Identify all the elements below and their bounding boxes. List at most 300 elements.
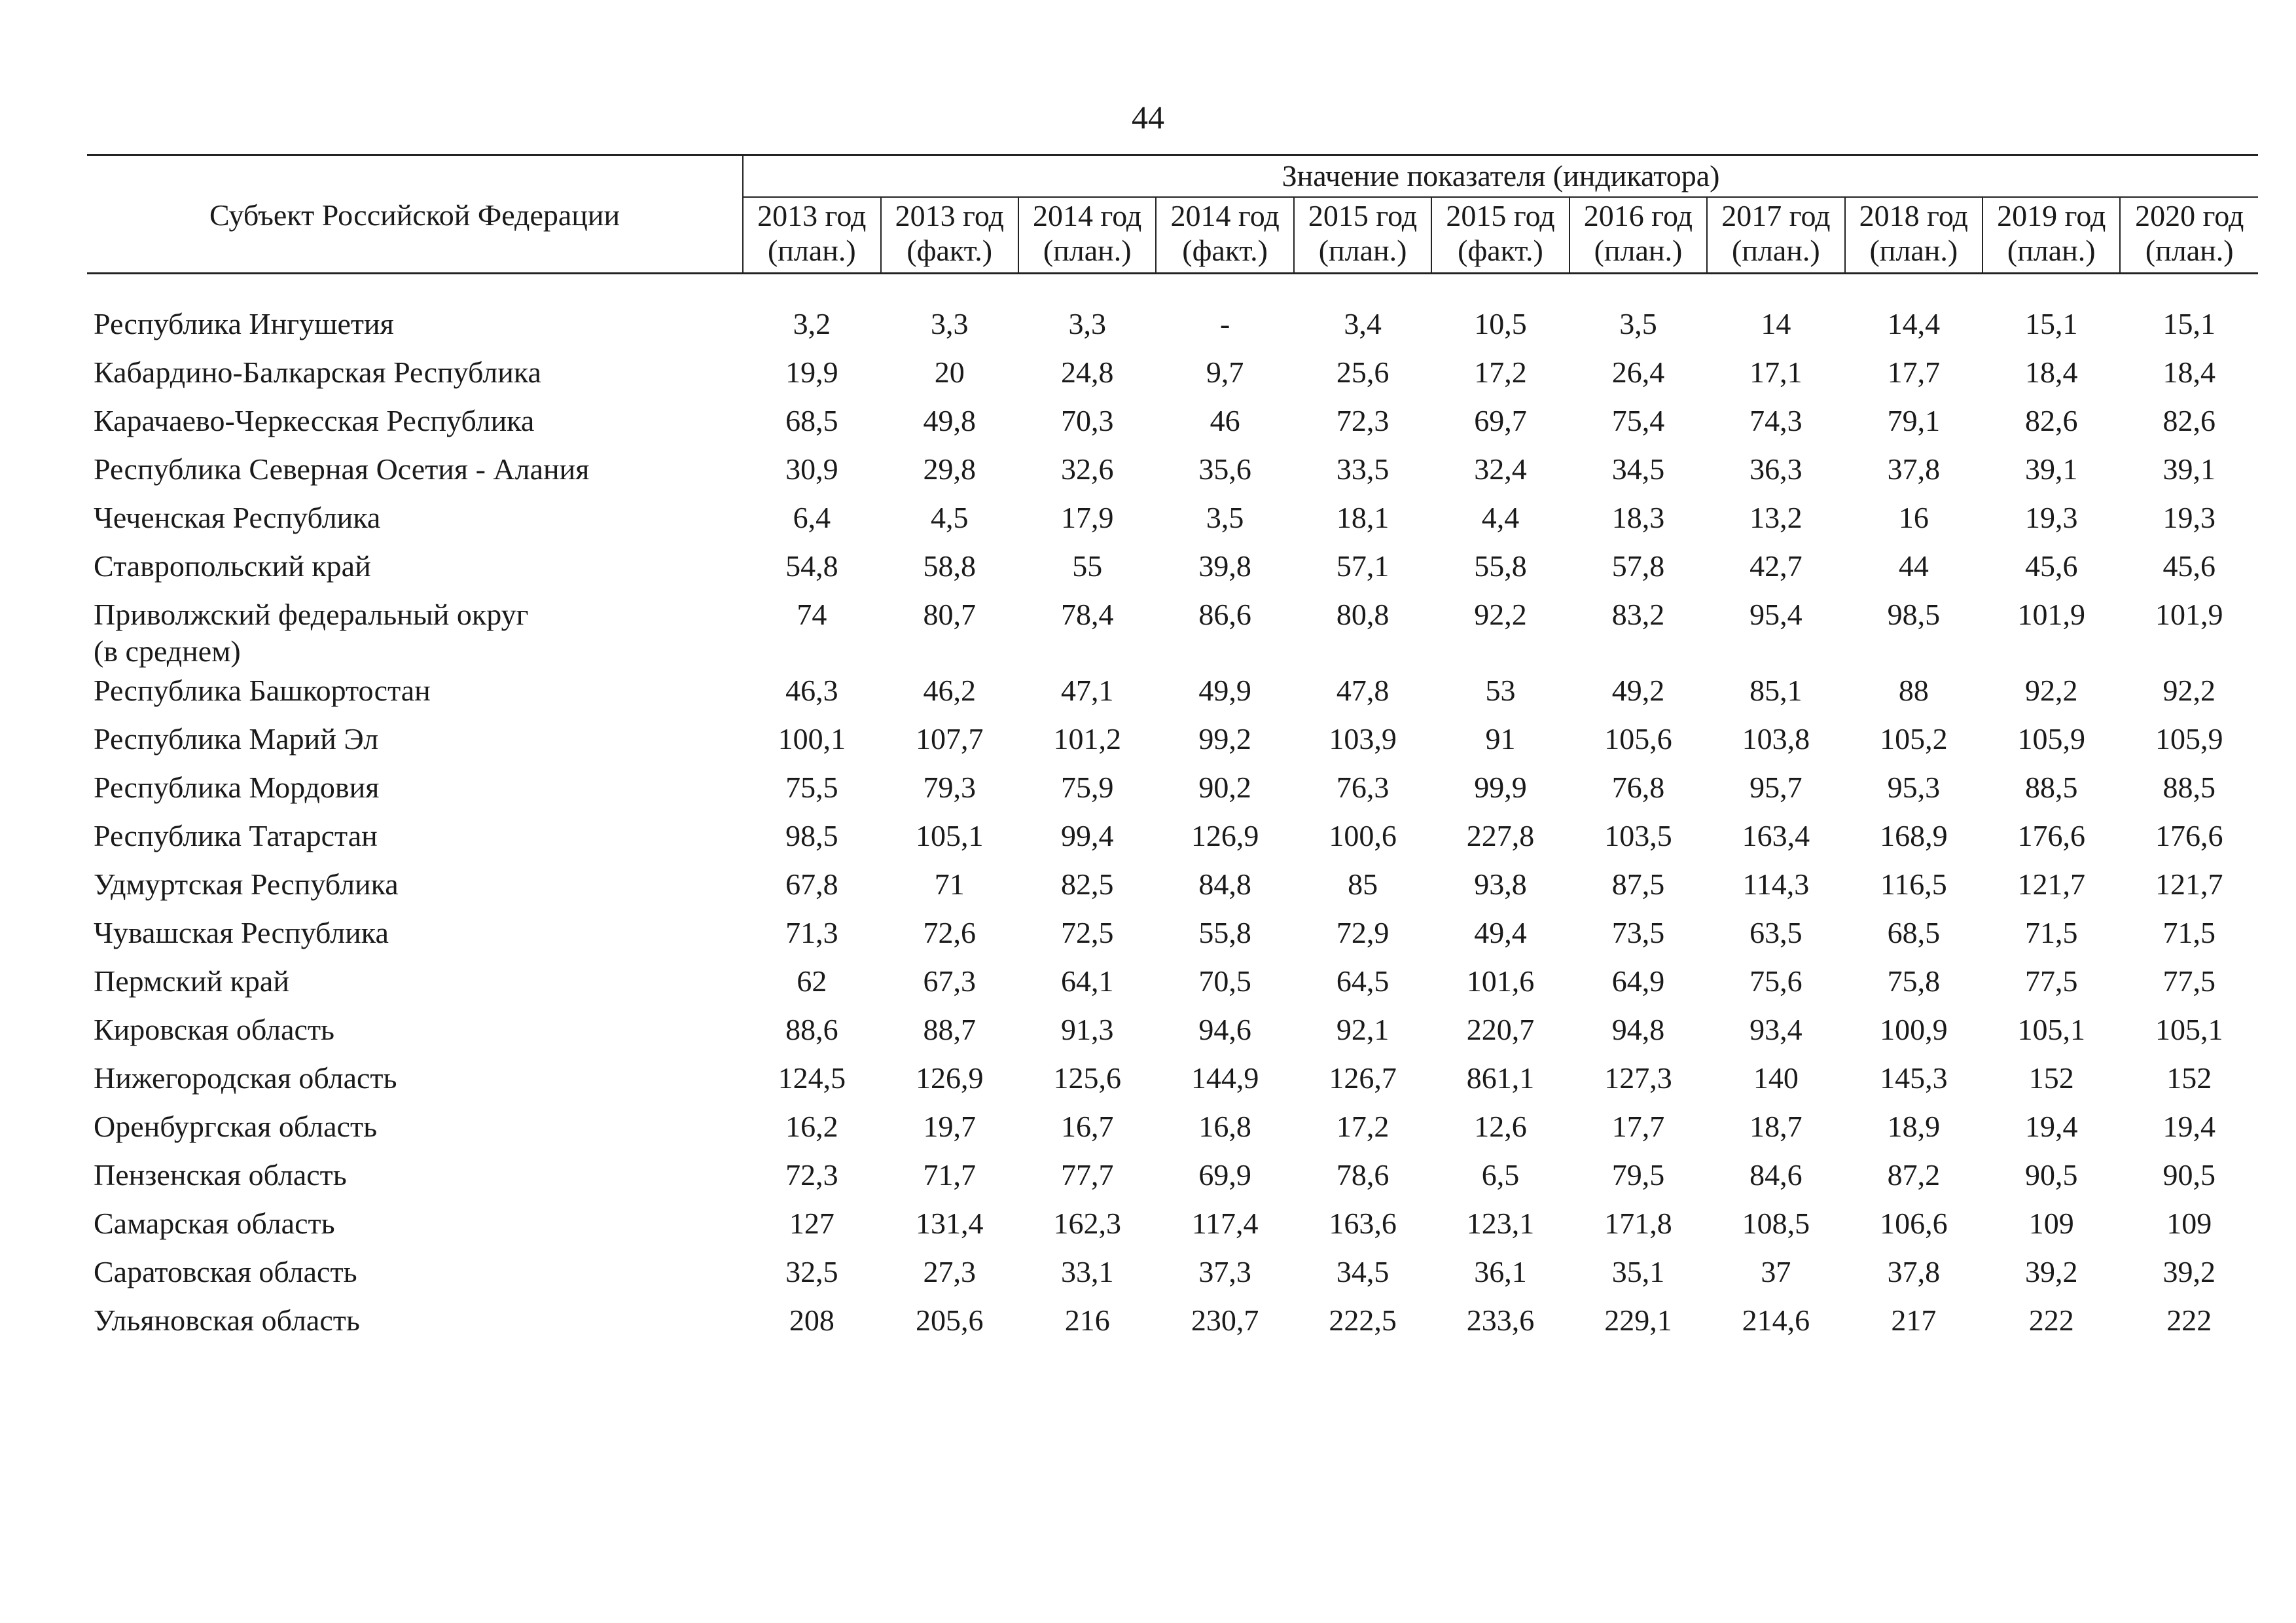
year-column-header	[1570, 197, 1707, 273]
value-cell: 176,6	[2155, 818, 2223, 852]
value-cell: 92,2	[1474, 597, 1527, 631]
value-cell: 222	[2166, 1303, 2212, 1337]
value-cell: 131,4	[916, 1206, 984, 1240]
subject-name-cell	[87, 1108, 743, 1157]
column-year-label: 2016 год	[1583, 199, 1693, 232]
value-cell: 3,2	[793, 306, 831, 340]
value-cell: 95,4	[1749, 597, 1803, 631]
value-cell: 57,8	[1611, 549, 1665, 583]
value-cell: 17,7	[1887, 355, 1941, 389]
value-cell: 76,8	[1611, 770, 1665, 804]
value-cell: 16,2	[785, 1109, 838, 1143]
value-cell: 152	[2028, 1061, 2074, 1095]
value-cell: 171,8	[1604, 1206, 1672, 1240]
year-column-header	[881, 197, 1018, 273]
value-cell: 222	[2028, 1303, 2074, 1337]
value-cell: 85	[1348, 867, 1378, 901]
value-cell: 72,3	[1336, 403, 1390, 437]
column-kind-label: (факт.)	[1182, 233, 1268, 267]
column-year-label: 2014 год	[1170, 199, 1280, 232]
value-cell: 29,8	[923, 452, 976, 486]
subject-name: Чеченская Республика	[94, 500, 381, 534]
value-cell: 45,6	[2025, 549, 2078, 583]
value-cell: 34,5	[1336, 1254, 1390, 1288]
subject-name-cell	[87, 1012, 743, 1060]
value-cell: 144,9	[1191, 1061, 1259, 1095]
value-cell: 67,3	[923, 964, 976, 998]
table-row	[87, 769, 2258, 818]
spacer-row	[87, 273, 2258, 306]
value-cell: 70,3	[1060, 403, 1114, 437]
value-cell: 69,7	[1474, 403, 1527, 437]
subject-name: Пермский край	[94, 964, 289, 998]
subject-name: Удмуртская Республика	[94, 867, 399, 901]
value-cell: 27,3	[923, 1254, 976, 1288]
value-cell: 114,3	[1742, 867, 1810, 901]
column-kind-label: (план.)	[2007, 233, 2096, 267]
value-cell: 18,1	[1336, 500, 1390, 534]
value-cell: 18,7	[1749, 1109, 1803, 1143]
value-cell: 105,1	[2017, 1012, 2085, 1046]
value-cell: 71,5	[2025, 915, 2078, 949]
value-cell: 88,7	[923, 1012, 976, 1046]
value-cell: 85,1	[1749, 673, 1803, 707]
subject-name: Республика Татарстан	[94, 818, 378, 852]
value-cell: 82,6	[2025, 403, 2078, 437]
value-cell: 101,9	[2155, 597, 2223, 631]
value-cell: 17,9	[1060, 500, 1114, 534]
column-kind-label: (план.)	[1594, 233, 1683, 267]
value-cell: 26,4	[1611, 355, 1665, 389]
column-year-label: 2014 год	[1033, 199, 1142, 232]
subject-name-cell	[87, 1254, 743, 1302]
value-cell: 18,4	[2025, 355, 2078, 389]
indicator-table-container	[87, 154, 2258, 1351]
value-cell: 15,1	[2025, 306, 2078, 340]
subject-name-cell	[87, 963, 743, 1012]
subject-name-cell	[87, 721, 743, 769]
value-cell: 71	[934, 867, 965, 901]
value-cell: 78,6	[1336, 1158, 1390, 1192]
value-cell: 14	[1761, 306, 1791, 340]
value-cell: 62	[797, 964, 827, 998]
value-cell: 72,6	[923, 915, 976, 949]
year-column-header	[1018, 197, 1156, 273]
year-column-header	[1431, 197, 1569, 273]
value-cell: 79,3	[923, 770, 976, 804]
value-cell: 82,5	[1060, 867, 1114, 901]
subject-name: Кировская область	[94, 1012, 335, 1046]
value-cell: 233,6	[1466, 1303, 1535, 1337]
value-cell: 75,8	[1887, 964, 1941, 998]
value-cell: 121,7	[2155, 867, 2223, 901]
value-cell: 90,2	[1198, 770, 1251, 804]
value-cell: 109	[2166, 1206, 2212, 1240]
value-cell: 37	[1761, 1254, 1791, 1288]
table-row	[87, 1012, 2258, 1060]
value-cell: 19,4	[2162, 1109, 2215, 1143]
table-row	[87, 963, 2258, 1012]
value-cell: 49,2	[1611, 673, 1665, 707]
value-cell: 93,4	[1749, 1012, 1803, 1046]
value-cell: 121,7	[2017, 867, 2085, 901]
subject-name-cell	[87, 818, 743, 866]
value-cell: 63,5	[1749, 915, 1803, 949]
value-cell: 95,3	[1887, 770, 1941, 804]
value-cell: 92,2	[2162, 673, 2215, 707]
value-cell: 55,8	[1198, 915, 1251, 949]
value-cell: 17,2	[1474, 355, 1527, 389]
year-column-header	[1982, 197, 2120, 273]
value-cell: 103,5	[1604, 818, 1672, 852]
value-cell: 64,5	[1336, 964, 1390, 998]
value-cell: 36,1	[1474, 1254, 1527, 1288]
column-year-label: 2015 год	[1308, 199, 1418, 232]
subject-column-header: Субъект Российской Федерации	[87, 155, 743, 274]
value-cell: 123,1	[1466, 1206, 1535, 1240]
value-cell: 103,9	[1329, 721, 1397, 756]
value-cell: 84,8	[1198, 867, 1251, 901]
value-cell: 19,3	[2162, 500, 2215, 534]
value-cell: 74	[797, 597, 827, 631]
value-cell: 73,5	[1611, 915, 1665, 949]
value-cell: 14,4	[1887, 306, 1941, 340]
column-year-label: 2019 год	[1997, 199, 2106, 232]
indicator-table	[87, 154, 2258, 1351]
value-cell: 75,9	[1060, 770, 1114, 804]
value-cell: 53	[1485, 673, 1516, 707]
value-cell: 49,4	[1474, 915, 1527, 949]
subject-name-continuation: (в среднем)	[94, 634, 241, 668]
table-row	[87, 306, 2258, 354]
subject-name: Республика Ингушетия	[94, 306, 394, 340]
value-cell: 107,7	[916, 721, 984, 756]
value-cell: 9,7	[1206, 355, 1244, 389]
value-cell: 80,7	[923, 597, 976, 631]
value-cell: 77,5	[2025, 964, 2078, 998]
value-cell: 3,3	[1068, 306, 1106, 340]
value-cell: 176,6	[2017, 818, 2085, 852]
column-kind-label: (план.)	[1043, 233, 1132, 267]
subject-name: Ульяновская область	[94, 1303, 360, 1337]
value-cell: 78,4	[1060, 597, 1114, 631]
value-cell: 32,5	[785, 1254, 838, 1288]
value-cell: 3,4	[1344, 306, 1382, 340]
value-cell: 125,6	[1053, 1061, 1121, 1095]
year-column-header	[2120, 197, 2258, 273]
table-row	[87, 1108, 2258, 1157]
subject-name: Кабардино-Балкарская Республика	[94, 355, 541, 389]
value-cell: 88	[1898, 673, 1929, 707]
value-cell: 105,9	[2155, 721, 2223, 756]
subject-name-cell	[87, 354, 743, 403]
subject-name-cell	[87, 1302, 743, 1351]
value-cell: 208	[789, 1303, 834, 1337]
value-cell: 105,1	[916, 818, 984, 852]
value-cell: 19,7	[923, 1109, 976, 1143]
value-cell: 83,2	[1611, 597, 1665, 631]
column-kind-label: (план.)	[767, 233, 856, 267]
value-cell: 12,6	[1474, 1109, 1527, 1143]
column-kind-label: (план.)	[1869, 233, 1958, 267]
value-cell: 126,7	[1329, 1061, 1397, 1095]
value-cell: 75,6	[1749, 964, 1803, 998]
table-row	[87, 403, 2258, 451]
column-kind-label: (план.)	[1318, 233, 1407, 267]
value-cell: 39,1	[2162, 452, 2215, 486]
value-cell: 17,1	[1749, 355, 1803, 389]
value-cell: 105,9	[2017, 721, 2085, 756]
value-cell: 152	[2166, 1061, 2212, 1095]
value-cell: 76,3	[1336, 770, 1390, 804]
value-cell: 16,8	[1198, 1109, 1251, 1143]
value-cell: 88,6	[785, 1012, 838, 1046]
value-cell: 99,9	[1474, 770, 1527, 804]
subject-name: Оренбургская область	[94, 1109, 378, 1143]
value-cell: 71,7	[923, 1158, 976, 1192]
value-cell: 163,4	[1742, 818, 1810, 852]
value-cell: 79,5	[1611, 1158, 1665, 1192]
value-cell: 36,3	[1749, 452, 1803, 486]
table-row	[87, 1060, 2258, 1108]
table-row	[87, 354, 2258, 403]
value-cell: 126,9	[916, 1061, 984, 1095]
subject-name: Республика Северная Осетия - Алания	[94, 452, 590, 486]
value-cell: 24,8	[1060, 355, 1114, 389]
value-cell: 109	[2028, 1206, 2074, 1240]
value-cell: 25,6	[1336, 355, 1390, 389]
value-cell: 100,6	[1329, 818, 1397, 852]
table-row	[87, 1205, 2258, 1254]
value-cell: 127,3	[1604, 1061, 1672, 1095]
year-column-header	[1707, 197, 1844, 273]
value-cell: 16,7	[1060, 1109, 1114, 1143]
value-cell: 3,5	[1619, 306, 1657, 340]
value-cell: 74,3	[1749, 403, 1803, 437]
value-cell: 3,3	[931, 306, 969, 340]
value-cell: 32,4	[1474, 452, 1527, 486]
value-cell: 16	[1898, 500, 1929, 534]
column-kind-label: (план.)	[1732, 233, 1820, 267]
year-column-header	[1845, 197, 1982, 273]
value-cell: 77,7	[1060, 1158, 1114, 1192]
value-cell: 19,9	[785, 355, 838, 389]
value-cell: 105,1	[2155, 1012, 2223, 1046]
column-kind-label: (план.)	[2145, 233, 2234, 267]
value-cell: 6,5	[1481, 1158, 1520, 1192]
value-cell: 37,3	[1198, 1254, 1251, 1288]
subject-name-cell	[87, 500, 743, 548]
value-cell: 87,5	[1611, 867, 1665, 901]
value-cell: 861,1	[1466, 1061, 1535, 1095]
value-cell: 84,6	[1749, 1158, 1803, 1192]
value-cell: 216	[1064, 1303, 1110, 1337]
value-cell: 105,2	[1880, 721, 1948, 756]
value-cell: 93,8	[1474, 867, 1527, 901]
subject-name-cell	[87, 403, 743, 451]
value-cell: 19,3	[2025, 500, 2078, 534]
value-cell: 37,8	[1887, 452, 1941, 486]
subject-name-cell	[87, 672, 743, 721]
value-cell: 68,5	[1887, 915, 1941, 949]
value-cell: 70,5	[1198, 964, 1251, 998]
table-row	[87, 500, 2258, 548]
table-row	[87, 1157, 2258, 1205]
subject-name: Карачаево-Черкесская Республика	[94, 403, 535, 437]
value-cell: 39,2	[2162, 1254, 2215, 1288]
value-cell: 18,3	[1611, 500, 1665, 534]
value-cell: 87,2	[1887, 1158, 1941, 1192]
value-cell: 45,6	[2162, 549, 2215, 583]
value-cell: 77,5	[2162, 964, 2215, 998]
value-cell: -	[1219, 306, 1230, 340]
value-cell: 55,8	[1474, 549, 1527, 583]
value-cell: 126,9	[1191, 818, 1259, 852]
subject-name-cell	[87, 915, 743, 963]
table-row	[87, 915, 2258, 963]
subject-name-cell	[87, 1205, 743, 1254]
value-cell: 79,1	[1887, 403, 1941, 437]
table-row	[87, 866, 2258, 915]
value-cell: 33,1	[1060, 1254, 1114, 1288]
table-body	[87, 273, 2258, 1351]
header-row-group	[87, 155, 2258, 198]
year-column-header	[1294, 197, 1431, 273]
value-cell: 116,5	[1880, 867, 1947, 901]
value-cell: 46	[1210, 403, 1240, 437]
subject-name-cell	[87, 306, 743, 354]
value-cell: 4,5	[931, 500, 969, 534]
value-cell: 140	[1753, 1061, 1799, 1095]
value-cell: 3,5	[1206, 500, 1244, 534]
value-cell: 95,7	[1749, 770, 1803, 804]
value-cell: 47,1	[1060, 673, 1114, 707]
column-year-label: 2013 год	[895, 199, 1004, 232]
column-year-label: 2017 год	[1721, 199, 1831, 232]
value-cell: 127	[789, 1206, 834, 1240]
value-cell: 37,8	[1887, 1254, 1941, 1288]
value-cell: 58,8	[923, 549, 976, 583]
value-cell: 4,4	[1481, 500, 1520, 534]
value-cell: 54,8	[785, 549, 838, 583]
value-cell: 220,7	[1466, 1012, 1535, 1046]
value-cell: 92,2	[2025, 673, 2078, 707]
table-header	[87, 155, 2258, 274]
year-column-header	[743, 197, 880, 273]
subject-name: Республика Мордовия	[94, 770, 380, 804]
subject-name-cell	[87, 1157, 743, 1205]
value-cell: 17,2	[1336, 1109, 1390, 1143]
subject-name-cell	[87, 596, 743, 672]
value-cell: 205,6	[916, 1303, 984, 1337]
column-year-label: 2020 год	[2135, 199, 2244, 232]
value-cell: 101,2	[1053, 721, 1121, 756]
value-cell: 71,3	[785, 915, 838, 949]
value-cell: 222,5	[1329, 1303, 1397, 1337]
value-cell: 106,6	[1880, 1206, 1948, 1240]
value-cell: 46,3	[785, 673, 838, 707]
value-cell: 145,3	[1880, 1061, 1948, 1095]
value-cell: 99,2	[1198, 721, 1251, 756]
value-cell: 90,5	[2025, 1158, 2078, 1192]
value-cell: 82,6	[2162, 403, 2215, 437]
value-cell: 35,1	[1611, 1254, 1665, 1288]
value-cell: 101,9	[2017, 597, 2085, 631]
table-row	[87, 1254, 2258, 1302]
subject-name: Чувашская Республика	[94, 915, 389, 949]
column-year-label: 2015 год	[1446, 199, 1555, 232]
page-number: 44	[1132, 99, 1164, 136]
value-cell: 55	[1072, 549, 1103, 583]
value-cell: 39,8	[1198, 549, 1251, 583]
value-cell: 100,9	[1880, 1012, 1948, 1046]
column-kind-label: (факт.)	[1458, 233, 1543, 267]
value-cell: 90,5	[2162, 1158, 2215, 1192]
subject-name: Республика Башкортостан	[94, 673, 431, 707]
column-year-label: 2013 год	[757, 199, 867, 232]
value-cell: 42,7	[1749, 549, 1803, 583]
subject-name: Приволжский федеральный округ	[94, 597, 529, 631]
subject-name: Нижегородская область	[94, 1061, 397, 1095]
value-cell: 75,4	[1611, 403, 1665, 437]
subject-name-cell	[87, 769, 743, 818]
value-cell: 18,9	[1887, 1109, 1941, 1143]
value-cell: 39,2	[2025, 1254, 2078, 1288]
value-cell: 44	[1898, 549, 1929, 583]
value-cell: 94,8	[1611, 1012, 1665, 1046]
value-cell: 98,5	[1887, 597, 1941, 631]
value-cell: 91,3	[1060, 1012, 1114, 1046]
table-row	[87, 672, 2258, 721]
subject-name: Республика Марий Эл	[94, 721, 379, 756]
value-cell: 101,6	[1466, 964, 1535, 998]
value-cell: 124,5	[778, 1061, 846, 1095]
value-cell: 67,8	[785, 867, 838, 901]
value-cell: 217	[1891, 1303, 1937, 1337]
value-cell: 30,9	[785, 452, 838, 486]
value-cell: 88,5	[2162, 770, 2215, 804]
value-cell: 15,1	[2162, 306, 2215, 340]
value-cell: 39,1	[2025, 452, 2078, 486]
subject-name-cell	[87, 548, 743, 596]
value-cell: 19,4	[2025, 1109, 2078, 1143]
table-row	[87, 721, 2258, 769]
column-kind-label: (факт.)	[906, 233, 993, 267]
value-cell: 80,8	[1336, 597, 1390, 631]
value-cell: 105,6	[1604, 721, 1672, 756]
subject-name: Ставропольский край	[94, 549, 371, 583]
value-cell: 20	[934, 355, 965, 389]
table-row	[87, 451, 2258, 500]
value-cell: 88,5	[2025, 770, 2078, 804]
value-cell: 68,5	[785, 403, 838, 437]
subject-name-cell	[87, 451, 743, 500]
column-year-label: 2018 год	[1859, 199, 1968, 232]
year-column-header	[1156, 197, 1293, 273]
value-cell: 34,5	[1611, 452, 1665, 486]
value-cell: 168,9	[1880, 818, 1948, 852]
value-cell: 46,2	[923, 673, 976, 707]
value-cell: 35,6	[1198, 452, 1251, 486]
value-cell: 229,1	[1604, 1303, 1672, 1337]
value-cell: 100,1	[778, 721, 846, 756]
value-cell: 72,3	[785, 1158, 838, 1192]
value-cell: 94,6	[1198, 1012, 1251, 1046]
subject-name: Саратовская область	[94, 1254, 357, 1288]
value-cell: 98,5	[785, 818, 838, 852]
value-cell: 163,6	[1329, 1206, 1397, 1240]
value-cell: 47,8	[1336, 673, 1390, 707]
